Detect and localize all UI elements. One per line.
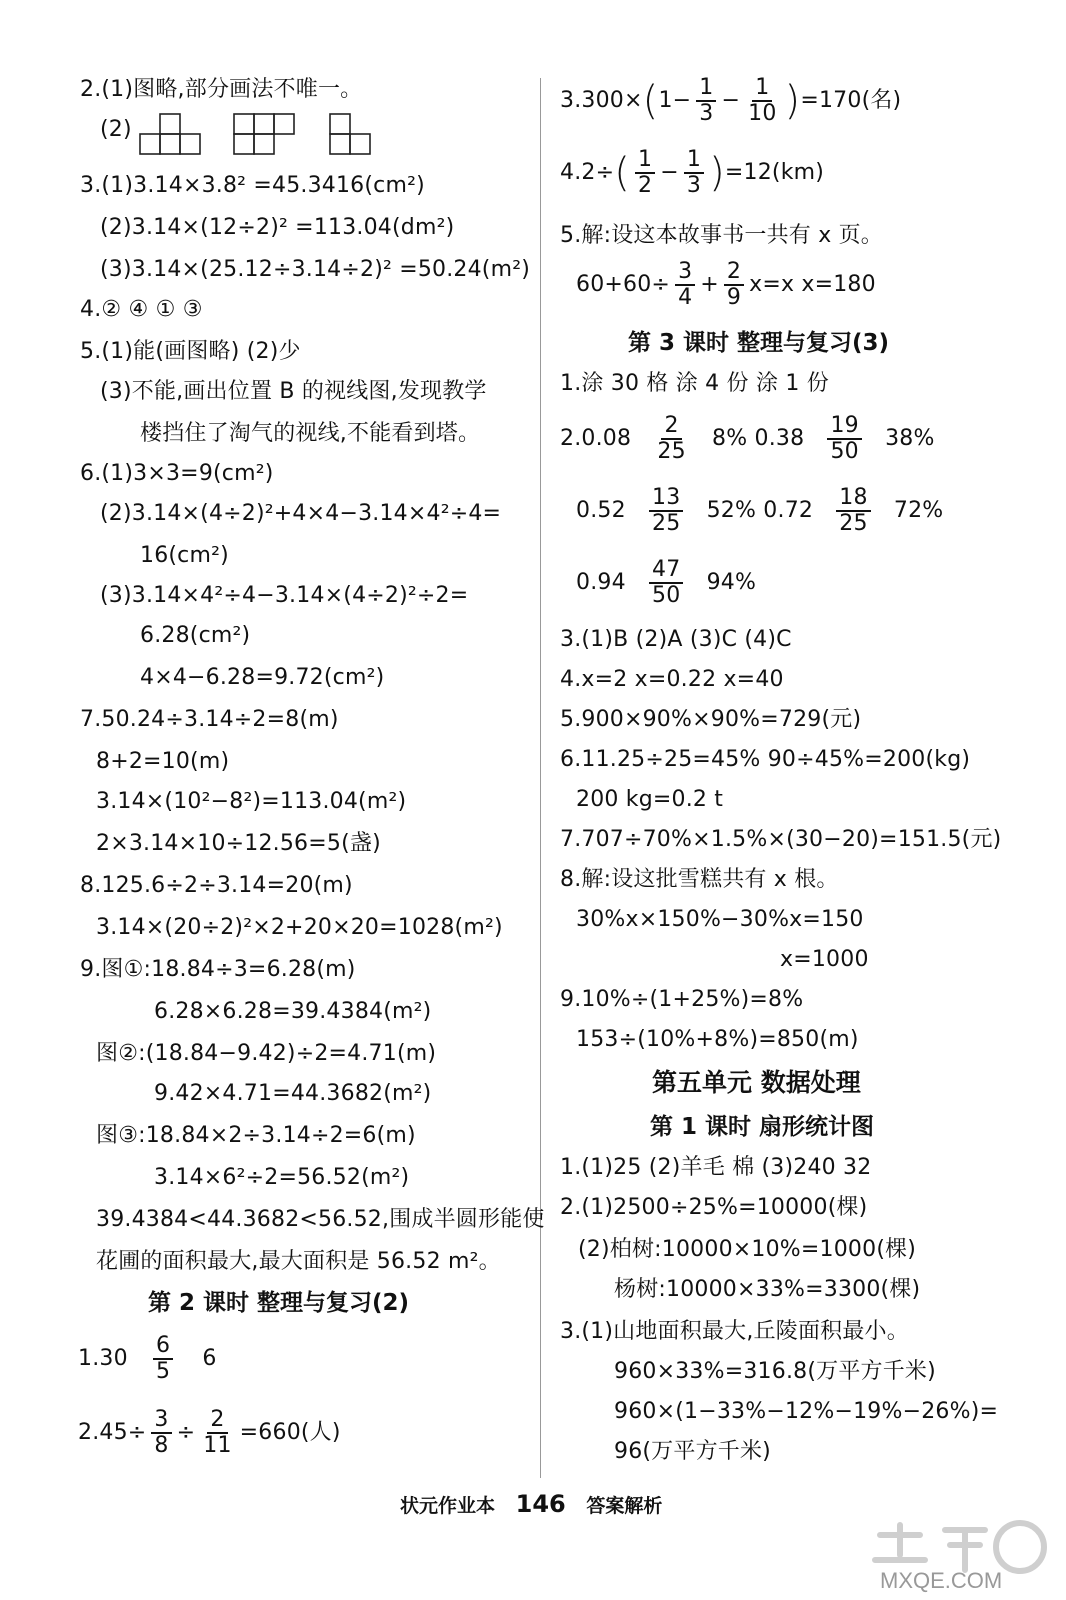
answer-9-2: 6.28×6.28=39.4384(m²) [154, 999, 432, 1024]
r4-n1: 1 [635, 148, 655, 174]
l2q2-post: =660(人) [239, 1419, 341, 1445]
r5-d1: 4 [678, 284, 693, 310]
answer-3-3: (3)3.14×(25.12÷3.14÷2)² =50.24(m²) [100, 257, 531, 282]
r4-d2: 3 [686, 172, 702, 198]
answer-5-3a: (3)不能,画出位置 B 的视线图,发现教学 [100, 379, 487, 404]
r-answer-5-2 [576, 260, 876, 310]
l3q2-r1-b: 8% 0.38 [712, 425, 805, 451]
answer-7-4: 2×3.14×10÷12.56=5(盏) [96, 831, 381, 856]
r3-n1: 1 [696, 76, 716, 102]
l3q2-r1-n1: 2 [661, 414, 681, 440]
l3q2-r1-d2: 50 [830, 438, 859, 464]
l3q2-r1-frac2 [827, 414, 861, 464]
r4-frac1 [635, 148, 655, 198]
l3q2-r2-frac1 [649, 486, 683, 536]
answer-9-4: 9.42×4.71=44.3682(m²) [154, 1081, 432, 1106]
answer-8-2: 3.14×(20÷2)²×2+20×20=1028(m²) [96, 915, 503, 940]
answer-6-2b: 16(cm²) [140, 543, 229, 568]
answer-2-2-label: (2) [100, 117, 132, 142]
r4-prefix: 4.2÷ [560, 159, 615, 185]
r4-frac2 [684, 148, 704, 198]
l3q2-r1-c: 38% [885, 425, 935, 451]
r4-n2: 1 [684, 148, 704, 174]
u5-answer-2-2: (2)柏树:10000×10%=1000(棵) [578, 1237, 917, 1262]
column-divider [540, 78, 541, 1478]
r3-one: 1− [658, 87, 692, 113]
answer-6-2a: (2)3.14×(4÷2)²+4×4−3.14×4²÷4= [100, 501, 502, 526]
l3-answer-3: 3.(1)B (2)A (3)C (4)C [560, 627, 792, 652]
r5-frac1 [675, 260, 695, 310]
lesson-2-heading: 第 2 课时 整理与复习(2) [148, 1290, 410, 1316]
answer-3-2: (2)3.14×(12÷2)² =113.04(dm²) [100, 215, 455, 240]
u5-answer-2-1: 2.(1)2500÷25%=10000(棵) [560, 1195, 868, 1220]
r3-frac1 [696, 76, 716, 126]
l2q2-n2: 2 [207, 1408, 227, 1434]
answer-4: 4.② ④ ① ③ [80, 297, 203, 322]
l3q2-r1-a: 2.0.08 [560, 425, 632, 451]
r5-n2: 2 [724, 260, 744, 286]
r3-d1: 3 [699, 100, 714, 126]
l3q2-r2-d2: 25 [839, 510, 868, 536]
l3q2-r2-a: 0.52 [576, 497, 626, 523]
answer-3-1: 3.(1)3.14×3.8² =45.3416(cm²) [80, 173, 425, 198]
answer-6-3c: 4×4−6.28=9.72(cm²) [140, 665, 385, 690]
l2q2-d2: 11 [203, 1432, 232, 1458]
l3q2-r1-d1: 25 [657, 438, 686, 464]
l3-answer-8-2: 30%x×150%−30%x=150 [576, 907, 864, 932]
l2q2-mid: ÷ [176, 1419, 196, 1445]
answer-9-7: 39.4384<44.3682<56.52,围成半圆形能使 [96, 1207, 545, 1232]
r4-d1: 2 [638, 172, 653, 198]
page-footer [400, 1490, 662, 1518]
answer-9-5: 图③:18.84×2÷3.14÷2=6(m) [96, 1123, 416, 1148]
r4-close-paren: ) [709, 149, 725, 196]
l2q2-d1: 8 [154, 1432, 169, 1458]
u5-answer-1: 1.(1)25 (2)羊毛 棉 (3)240 32 [560, 1155, 872, 1180]
l3q2-r2-n2: 18 [836, 486, 870, 512]
l3-answer-8-1: 8.解:设这批雪糕共有 x 根。 [560, 867, 839, 892]
r-answer-3 [560, 76, 901, 126]
lesson-3-heading: 第 3 课时 整理与复习(3) [628, 330, 890, 356]
r5-n1: 3 [675, 260, 695, 286]
r5-post: x=x x=180 [749, 271, 876, 297]
l3q2-r2-d1: 25 [652, 510, 681, 536]
l3-answer-5: 5.900×90%×90%=729(元) [560, 707, 862, 732]
u5-answer-3-2: 960×33%=316.8(万平方千米) [614, 1359, 936, 1384]
l3q2-r2-n1: 13 [649, 486, 683, 512]
l3-answer-4: 4.x=2 x=0.22 x=40 [560, 667, 784, 692]
r4-open-paren: ( [614, 149, 631, 196]
u5-answer-3-1: 3.(1)山地面积最大,丘陵面积最小。 [560, 1319, 909, 1344]
l3-answer-1: 1.涂 30 格 涂 4 份 涂 1 份 [560, 371, 829, 396]
lesson-5-1-heading: 第 1 课时 扇形统计图 [650, 1114, 875, 1140]
l2q1-num: 6 [153, 1334, 173, 1360]
footer-book-title: 状元作业本 [400, 1495, 496, 1517]
l2q1-prefix: 1.30 [78, 1345, 128, 1371]
answer-6-1: 6.(1)3×3=9(cm²) [80, 461, 274, 486]
answer-5-1: 5.(1)能(画图略) (2)少 [80, 339, 301, 364]
r5-frac2 [724, 260, 744, 310]
l3-answer-6-1: 6.11.25÷25=45% 90÷45%=200(kg) [560, 747, 971, 772]
l3q2-r2-frac2 [836, 486, 870, 536]
answer-9-8: 花圃的面积最大,最大面积是 56.52 m²。 [96, 1249, 501, 1274]
r3-frac2 [745, 76, 779, 126]
net-figures [136, 112, 376, 158]
r3-minus: − [721, 87, 741, 113]
r3-d2: 10 [748, 100, 777, 126]
l3-answer-8-3: x=1000 [780, 947, 869, 972]
page-number: 146 [515, 1490, 566, 1518]
r-answer-5-1: 5.解:设这本故事书一共有 x 页。 [560, 223, 884, 248]
r3-close-paren: ) [784, 77, 801, 124]
answer-9-6: 3.14×6²÷2=56.52(m²) [154, 1165, 410, 1190]
l3q2-r1-frac1 [654, 414, 688, 464]
r4-post: =12(km) [724, 159, 825, 185]
l2q1-den: 5 [156, 1358, 171, 1384]
l2q2-prefix: 2.45÷ [78, 1419, 147, 1445]
r5-plus: + [700, 271, 719, 297]
l3-answer-2-row1 [560, 414, 935, 464]
r3-post: =170(名) [800, 87, 902, 113]
answer-9-1: 9.图①:18.84÷3=6.28(m) [80, 957, 356, 982]
l3q2-r3-n1: 47 [649, 558, 683, 584]
lesson2-answer-2 [78, 1408, 341, 1458]
answer-7-3: 3.14×(10²−8²)=113.04(m²) [96, 789, 407, 814]
watermark-text: MXQE.COM [880, 1568, 1003, 1593]
l3q2-r2-c: 72% [893, 497, 944, 523]
l2q1-fraction [153, 1334, 173, 1384]
answer-8-1: 8.125.6÷2÷3.14=20(m) [80, 873, 353, 898]
l3-answer-7: 7.707÷70%×1.5%×(30−20)=151.5(元) [560, 827, 1002, 852]
l2q2-frac2 [200, 1408, 234, 1458]
answer-6-3a: (3)3.14×4²÷4−3.14×(4÷2)²÷2= [100, 583, 469, 608]
l2q2-n1: 3 [151, 1408, 171, 1434]
unit-5-heading: 第五单元 数据处理 [652, 1068, 861, 1097]
answer-5-3b: 楼挡住了淘气的视线,不能看到塔。 [140, 421, 481, 446]
r3-prefix: 3.300× [560, 87, 643, 113]
r4-minus: − [660, 159, 679, 185]
answer-7-1: 7.50.24÷3.14÷2=8(m) [80, 707, 339, 732]
r5-prefix: 60+60÷ [576, 271, 671, 297]
answer-2-1: 2.(1)图略,部分画法不唯一。 [80, 77, 363, 102]
u5-answer-2-3: 杨树:10000×33%=3300(棵) [614, 1277, 921, 1302]
u5-answer-3-4: 96(万平方千米) [614, 1439, 771, 1464]
r3-n2: 1 [752, 76, 772, 102]
l3-answer-2-row3 [576, 558, 756, 608]
l3q2-r3-frac1 [649, 558, 683, 608]
answer-7-2: 8+2=10(m) [96, 749, 230, 774]
l3-answer-9-1: 9.10%÷(1+25%)=8% [560, 987, 804, 1012]
l2q2-frac1 [151, 1408, 171, 1458]
r5-d2: 9 [726, 284, 742, 310]
l3q2-r3-b: 94% [706, 569, 757, 595]
r-answer-4 [560, 148, 824, 198]
l3-answer-9-2: 153÷(10%+8%)=850(m) [576, 1027, 859, 1052]
r3-open-paren: ( [642, 77, 659, 124]
l2q1-post: 6 [202, 1345, 217, 1371]
l3q2-r1-n2: 19 [827, 414, 861, 440]
l3q2-r2-b: 52% 0.72 [706, 497, 814, 523]
answer-9-3: 图②:(18.84−9.42)÷2=4.71(m) [96, 1041, 437, 1066]
lesson2-answer-1 [78, 1334, 217, 1384]
l3q2-r3-a: 0.94 [576, 569, 626, 595]
l3q2-r3-d1: 50 [652, 582, 681, 608]
u5-answer-3-3: 960×(1−33%−12%−19%−26%)= [614, 1399, 999, 1424]
answer-6-3b: 6.28(cm²) [140, 623, 251, 648]
l3-answer-2-row2 [576, 486, 943, 536]
l3-answer-6-2: 200 kg=0.2 t [576, 787, 724, 812]
footer-section: 答案解析 [586, 1495, 663, 1517]
